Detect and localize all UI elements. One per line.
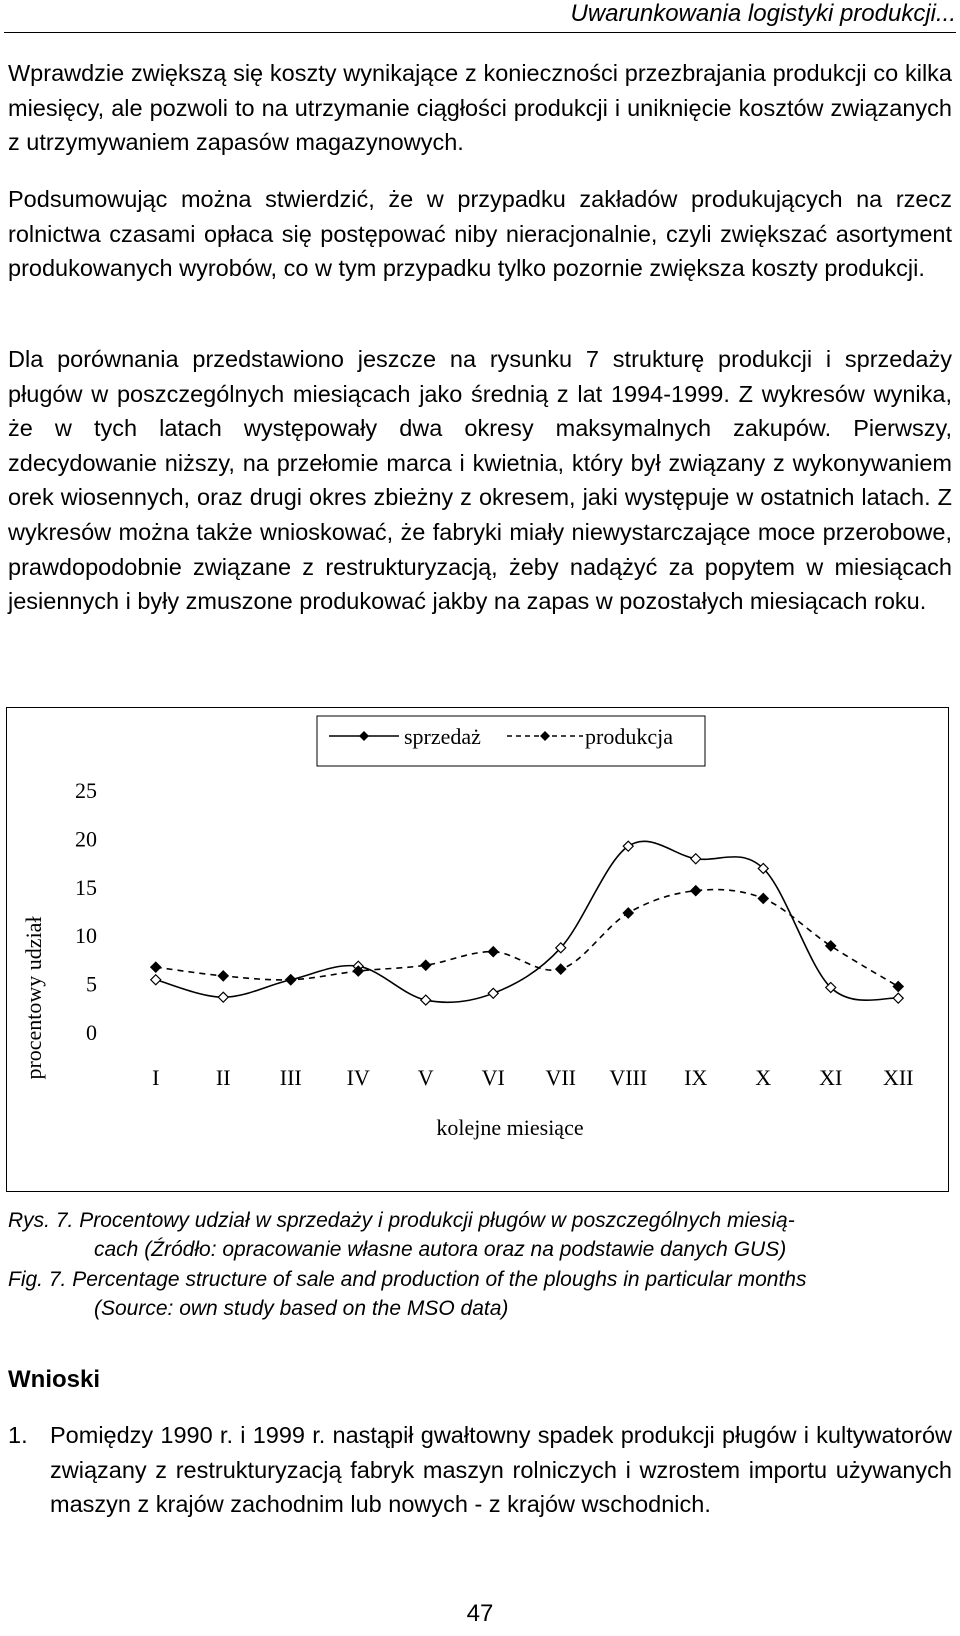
series-2-point bbox=[488, 947, 498, 957]
series-2-point bbox=[893, 982, 903, 992]
series-line-2 bbox=[156, 890, 899, 987]
x-tick-label: III bbox=[279, 1065, 302, 1090]
series-1-point bbox=[218, 992, 228, 1002]
caption-en-line2: (Source: own study based on the MSO data) bbox=[94, 1297, 509, 1320]
series-1-point bbox=[488, 988, 498, 998]
series-2-point bbox=[421, 960, 431, 970]
page-number: 47 bbox=[466, 1600, 494, 1627]
series-2-point bbox=[151, 962, 161, 972]
y-tick-label: 25 bbox=[75, 778, 97, 803]
series-2-point bbox=[758, 893, 768, 903]
series-2-point bbox=[556, 964, 566, 974]
x-tick-label: XI bbox=[819, 1065, 843, 1090]
x-tick-label: VIII bbox=[609, 1065, 648, 1090]
x-tick-label: XII bbox=[882, 1065, 914, 1090]
caption-pl-line2: cach (Źródło: opracowanie własne autora oraz na podstawie danych GUS) bbox=[94, 1238, 787, 1261]
y-tick-label: 10 bbox=[75, 923, 97, 949]
list-number: 1. bbox=[8, 1422, 28, 1448]
x-tick-label: II bbox=[215, 1065, 231, 1090]
series-1-point bbox=[893, 993, 903, 1003]
chart-legend bbox=[317, 716, 705, 766]
y-axis-label: procentowy udział bbox=[21, 916, 46, 1080]
x-tick-label: IV bbox=[346, 1065, 370, 1090]
legend-label-sprzedaz: sprzedaż bbox=[404, 724, 481, 749]
list-item-text: Pomiędzy 1990 r. i 1999 r. nastąpił gwałtowny spadek produkcji pługów i kultywatorów związany z restrukturyzacją fabryk maszyn rolniczych i wzrostem importu używanych maszyn z krajów zachodnim lub nowych - z krajów wschodnich. bbox=[50, 1422, 952, 1518]
line-chart bbox=[7, 708, 950, 1193]
conclusion-item-1 bbox=[8, 1418, 952, 1522]
x-tick-label: I bbox=[152, 1065, 160, 1090]
paragraph-2: Podsumowując można stwierdzić, że w przypadku zakładów produkujących na rzecz rolnictwa czasami opłaca się postępować niby nieracjonalnie, czyli zwiększać asortyment produkowanych wyrobów, co w tym przypadku tylko pozornie zwiększa koszty produkcji. bbox=[8, 186, 952, 282]
x-tick-label: X bbox=[755, 1065, 772, 1090]
caption-pl bbox=[8, 1206, 952, 1264]
series-1-point bbox=[421, 995, 431, 1005]
x-tick-label: V bbox=[417, 1065, 434, 1090]
series-1-point bbox=[151, 975, 161, 985]
paragraph-3: Dla porównania przedstawiono jeszcze na rysunku 7 strukturę produkcji i sprzedaży pługów w poszczególnych miesiącach jako średnią z lat 1994-1999. Z wykresów wynika, że w tych latach występowały dwa okresy maksymalnych zakupów. Pierwszy, zdecydowanie niższy, na przełomie marca i kwietnia, który był związany z wykonywaniem orek wiosennych, oraz drugi okres zbieżny z okresem, jaki występuje w ostatnich latach. Z wykresów można także wnioskować, że fabryki miały niewystarczające moce przerobowe, prawdopodobnie związane z restrukturyzacją, żeby nadążyć za popytem w miesiącach jesiennych i były zmuszone produkować jakby na zapas w pozostałych miesiącach roku. bbox=[8, 346, 952, 615]
caption-en bbox=[8, 1265, 952, 1323]
y-tick-labels bbox=[75, 778, 97, 1045]
x-tick-labels bbox=[152, 1065, 913, 1090]
caption-en-label: Fig. 7. bbox=[8, 1268, 67, 1291]
caption-en-line1: Percentage structure of sale and production of the ploughs in particular months bbox=[72, 1268, 807, 1291]
y-tick-label: 20 bbox=[75, 826, 97, 852]
paragraph-1: Wprawdzie zwiększą się koszty wynikające z konieczności przezbrajania produkcji co kilka miesięcy, ale pozwoli to na utrzymanie ciągłości produkcji i uniknięcie kosztów związanych z utrzymywaniem zapasów magazynowych. bbox=[8, 60, 952, 156]
y-tick-label: 5 bbox=[86, 971, 97, 997]
caption-pl-line1: Procentowy udział w sprzedaży i produkcji pługów w poszczególnych miesią- bbox=[79, 1209, 795, 1232]
series-2-point bbox=[691, 886, 701, 896]
series-2-point bbox=[218, 971, 228, 981]
series-2-point bbox=[623, 908, 633, 918]
series-2-point bbox=[826, 941, 836, 951]
series-line-1 bbox=[156, 841, 899, 1002]
caption-pl-label: Rys. 7. bbox=[8, 1209, 74, 1232]
x-tick-label: VI bbox=[481, 1065, 505, 1090]
y-tick-label: 15 bbox=[75, 874, 97, 900]
series-markers bbox=[151, 841, 904, 1005]
series-2-point bbox=[286, 975, 296, 985]
running-head: Uwarunkowania logistyki produkcji... bbox=[570, 0, 956, 27]
x-tick-label: VII bbox=[545, 1065, 577, 1090]
series-1-point bbox=[691, 854, 701, 864]
figure-7-chart bbox=[6, 707, 949, 1192]
section-title-conclusions: Wnioski bbox=[8, 1366, 101, 1393]
legend-label-produkcja: produkcja bbox=[585, 724, 673, 749]
header-rule bbox=[4, 32, 956, 33]
x-tick-label: IX bbox=[684, 1065, 708, 1090]
x-axis-label: kolejne miesiące bbox=[436, 1115, 584, 1140]
y-tick-label: 0 bbox=[86, 1020, 97, 1045]
series-lines bbox=[156, 841, 899, 1002]
